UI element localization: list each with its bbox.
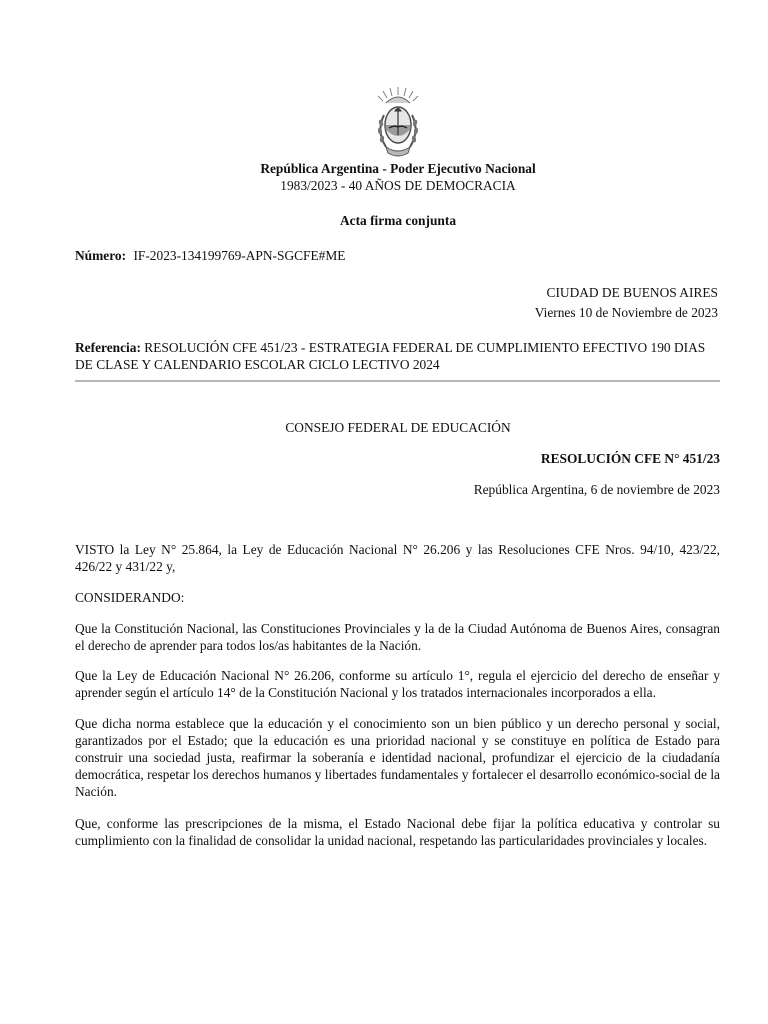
numero-line xyxy=(75,247,345,264)
numero-label: Número: xyxy=(75,248,127,263)
coat-of-arms-emblem xyxy=(370,85,426,161)
referencia-block xyxy=(75,339,720,373)
numero-value: IF-2023-134199769-APN-SGCFE#ME xyxy=(133,248,346,263)
document-type: Acta firma conjunta xyxy=(339,213,457,228)
date-line: Viernes 10 de Noviembre de 2023 xyxy=(534,305,718,320)
header-subtitle: 1983/2023 - 40 AÑOS DE DEMOCRACIA xyxy=(280,178,516,193)
considerando-paragraph-2: Que la Ley de Educación Nacional N° 26.206, conforme su artículo 1°, regula el ejercicio del derecho de enseñar y aprender según el artículo 14° de la Constitución Nacional y los tratados internacionales incorporados a ella. xyxy=(75,668,720,700)
resolution-number: RESOLUCIÓN CFE N° 451/23 xyxy=(540,451,720,466)
resolution-place-date: República Argentina, 6 de noviembre de 2023 xyxy=(473,482,720,497)
considerando-paragraph-3: Que dicha norma establece que la educación y el conocimiento son un bien público y un derecho personal y social, garantizados por el Estado; que la educación es una prioridad nacional y se constituye en política de Estado para construir una sociedad justa, reafirmar la soberanía e identidad nacional, profundizar el ejercicio de la ciudadanía democrática, respetar los derechos humanos y libertades fundamentales y fortalecer el desarrollo económico-social de la Nación. xyxy=(75,716,720,799)
visto-paragraph: VISTO la Ley N° 25.864, la Ley de Educación Nacional N° 26.206 y las Resoluciones CFE Nros. 94/10, 423/22, 426/22 y 431/22 y, xyxy=(75,542,720,574)
considerando-paragraph-4: Que, conforme las prescripciones de la misma, el Estado Nacional debe fijar la política educativa y controlar su cumplimiento con la finalidad de consolidar la unidad nacional, respetando las particularidades provinciales y locales. xyxy=(75,816,720,848)
place-line: CIUDAD DE BUENOS AIRES xyxy=(546,285,718,300)
council-title: CONSEJO FEDERAL DE EDUCACIÓN xyxy=(285,420,511,435)
header-divider xyxy=(75,380,720,382)
considerando-heading: CONSIDERANDO: xyxy=(75,590,185,605)
considerando-paragraph-1: Que la Constitución Nacional, las Constituciones Provinciales y la de la Ciudad Autónoma de Buenos Aires, consagran el derecho de aprender para todos los/as habitantes de la Nación. xyxy=(75,621,720,653)
referencia-label: Referencia: xyxy=(75,340,141,355)
header-title: República Argentina - Poder Ejecutivo Nacional xyxy=(260,161,536,176)
referencia-value: RESOLUCIÓN CFE 451/23 - ESTRATEGIA FEDERAL DE CUMPLIMIENTO EFECTIVO 190 DIAS DE CLASE Y CALENDARIO ESCOLAR CICLO LECTIVO 2024 xyxy=(75,340,706,372)
